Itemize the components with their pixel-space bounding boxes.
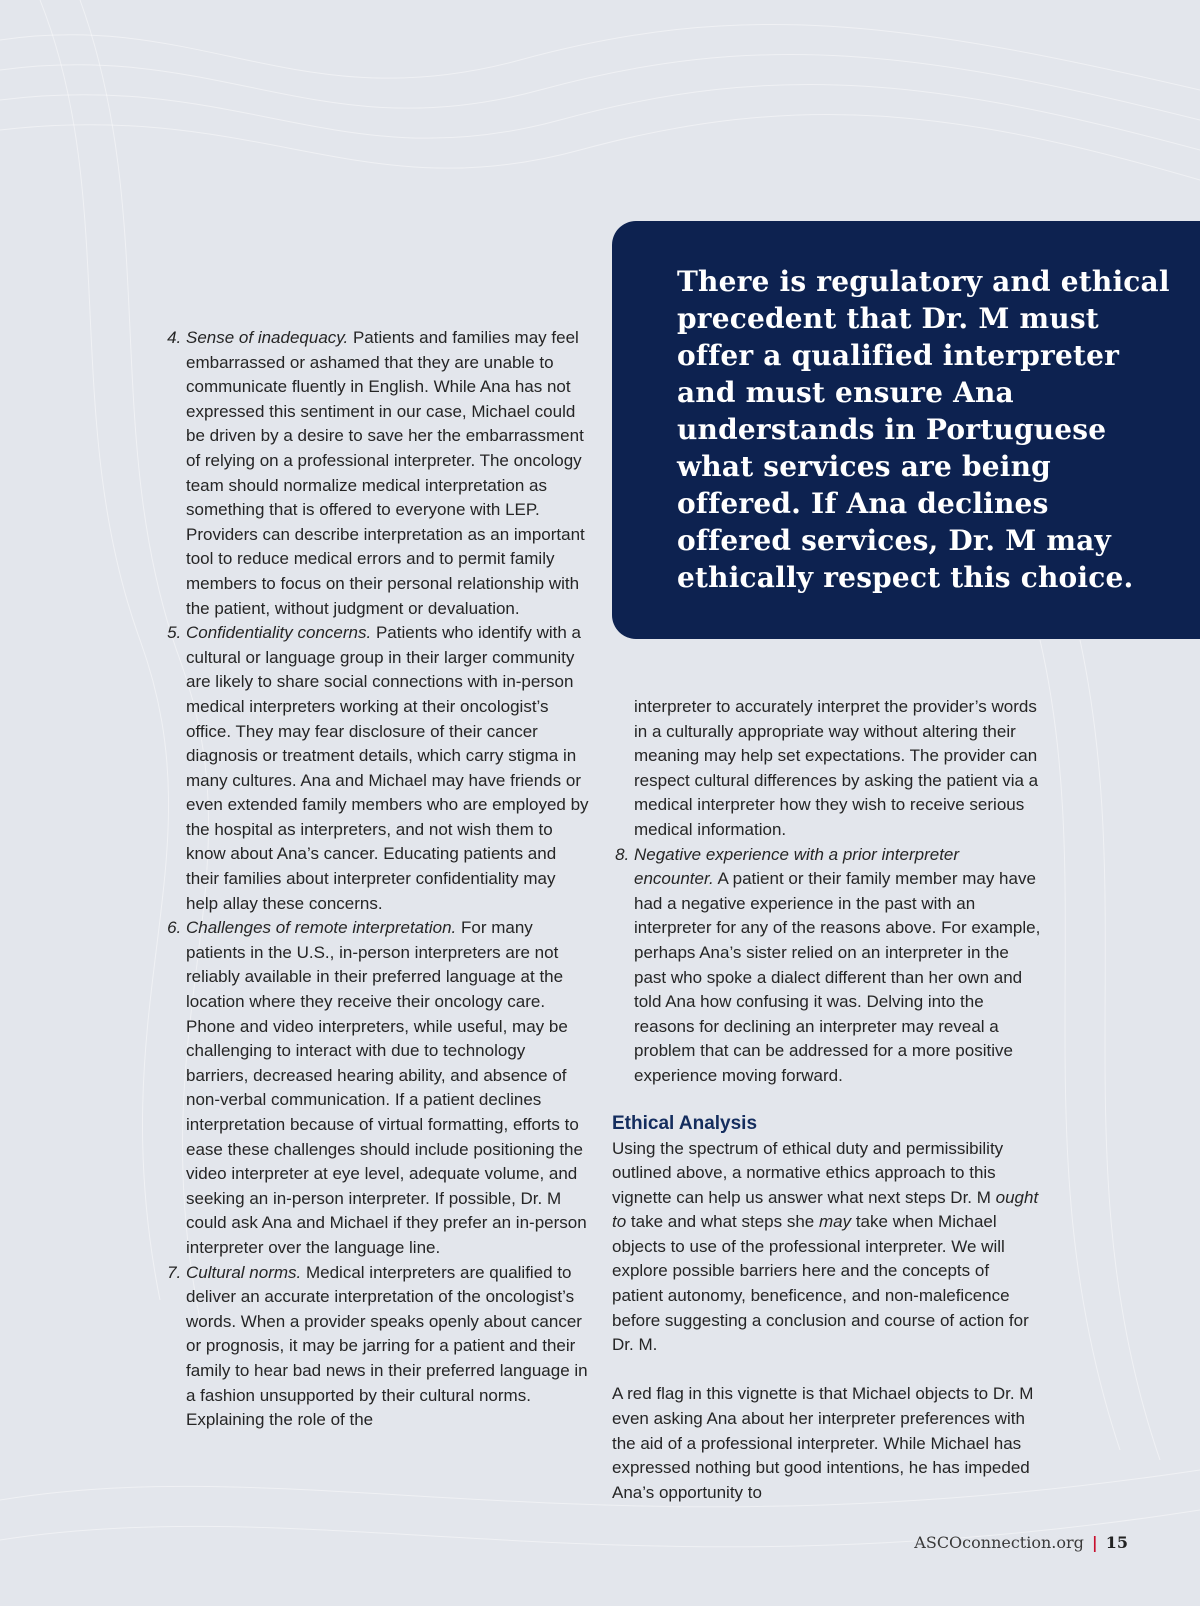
item-term: Challenges of remote interpretation. <box>186 918 457 938</box>
barriers-list-continued <box>612 843 1042 1089</box>
item-body: Patients and families may feel embarrassed or ashamed that they are unable to communicate fluently in English. While Ana has not expressed this sentiment in our case, Michael could be driven by a desire to save her the embarrassment of relying on a professional interpreter. The oncology team should normalize medical interpretation as something that is offered to everyone with LEP. Providers can describe interpretation as an important tool to reduce medical errors and to permit family members to focus on their personal relationship with the patient, without judgment or devaluation. <box>186 328 585 618</box>
item-body: Patients who identify with a cultural or language group in their larger community are likely to share social connections with in-person medical interpreters working at their oncologist’s office. They may fear disclosure of their cancer diagnosis or treatment details, which carry stigma in many cultures. Ana and Michael may have friends or even extended family members who are employed by the hospital as interpreters, and not wish them to know about Ana’s cancer. Educating patients and their families about interpreter confidentiality may help allay these concerns. <box>186 623 589 913</box>
right-column <box>612 695 1042 1505</box>
section-heading: Ethical Analysis <box>612 1112 758 1134</box>
item-body: For many patients in the U.S., in-person interpreters are not reliably available in their preferred language at the location where they receive their oncology care. Phone and video interpreters, while useful, may be challenging to interact with due to technology barriers, decreased hearing ability, and absence of non-verbal communication. If a patient declines interpretation because of virtual formatting, efforts to ease these challenges should include positioning the video interpreter at eye level, adequate volume, and seeking an in-person interpreter. If possible, Dr. M could ask Ana and Michael if they prefer an in-person interpreter over the language line. <box>186 918 587 1257</box>
footer-separator: | <box>1091 1533 1098 1552</box>
item-body: A patient or their family member may have had a negative experience in the past with an interpreter for any of the reasons above. For example, perhaps Ana’s sister relied on an interpreter in the past who spoke a dialect different than her own and told Ana how confusing it was. Delving into the reasons for declining an interpreter may reveal a problem that can be addressed for a more positive experience moving forward. <box>634 869 1041 1085</box>
barriers-list <box>160 326 590 1433</box>
item-term: Confidentiality concerns. <box>186 623 372 643</box>
body-paragraph: A red flag in this vignette is that Michael objects to Dr. M even asking Ana about her interpreter preferences with the aid of a professional interpreter. While Michael has expressed nothing but good intentions, he has impeded Ana’s opportunity to <box>612 1384 1034 1502</box>
left-column <box>160 326 590 1433</box>
page-footer <box>914 1533 1128 1552</box>
emphasis-text: ought to <box>612 1187 1039 1232</box>
list-item-continuation: interpreter to accurately interpret the provider’s words in a culturally appropriate way without altering their meaning may help set expectations. The provider can respect cultural differences by asking the patient via a medical interpreter how they wish to receive serious medical information. <box>634 697 1039 839</box>
item-term: Sense of inadequacy. <box>186 328 349 347</box>
text-run: take when Michael objects to use of the professional interpreter. We will explore possible barriers here and the concepts of patient autonomy, beneficence, and non-maleficence before suggesting a conclusion and course of action for Dr. M. <box>612 1212 1029 1355</box>
item-term: Negative experience with a prior interpreter encounter. <box>634 844 960 889</box>
list-item <box>186 916 590 1260</box>
text-run: Using the spectrum of ethical duty and permissibility outlined above, a normative ethics approach to this vignette can help us answer what next steps Dr. M <box>612 1138 1004 1207</box>
footer-site-link[interactable]: ASCOconnection.org <box>914 1533 1084 1552</box>
pull-quote-callout <box>612 221 1200 639</box>
pull-quote-text: There is regulatory and ethical precedent that Dr. M must offer a qualified interpreter and must ensure Ana understands in Portuguese what services are being offered. If Ana declines offered services, Dr. M may ethically respect this choice. <box>677 265 1170 594</box>
text-run: take and what steps she <box>626 1212 819 1232</box>
emphasis-text: may <box>818 1212 852 1232</box>
list-item <box>186 1261 590 1433</box>
list-item <box>634 843 1042 1089</box>
page-number: 15 <box>1105 1533 1128 1552</box>
list-item <box>186 326 590 621</box>
item-body: Medical interpreters are qualified to deliver an accurate interpretation of the oncologist’s words. When a provider speaks openly about cancer or prognosis, it may be jarring for a patient and their family to hear bad news in their preferred language in a fashion unsupported by their cultural norms. Explaining the role of the <box>186 1262 588 1430</box>
body-paragraph <box>612 1137 1042 1358</box>
list-item <box>186 621 590 916</box>
item-term: Cultural norms. <box>186 1262 302 1282</box>
